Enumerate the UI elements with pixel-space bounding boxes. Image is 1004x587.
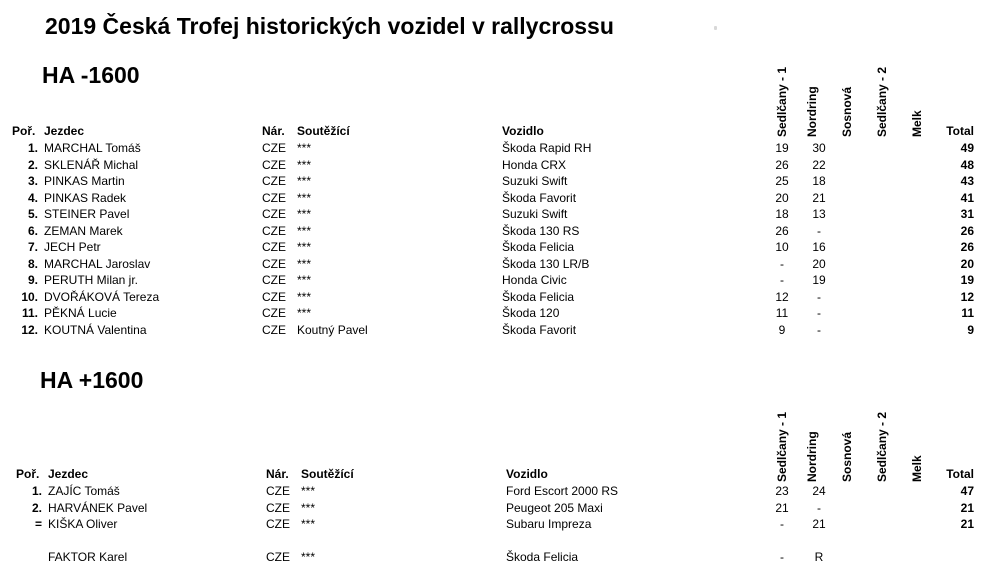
header-entrant: Soutěžící [301,467,354,481]
row-entrant: *** [297,289,312,304]
row-position: 5. [27,207,38,221]
row-position: 8. [27,256,38,271]
row-position: 4. [27,190,38,205]
row-vehicle: Škoda 130 RS [502,223,580,238]
row-race-2-points: 18 [812,174,826,188]
row-race-1-points: 21 [775,500,789,515]
row-race-2-points: 22 [812,157,826,172]
row-position: 7. [27,240,38,254]
row-position: 11. [21,306,38,320]
row-nationality: CZE [266,550,290,564]
category-title: HA +1600 [40,367,144,393]
row-driver: ZEMAN Marek [44,223,123,238]
row-nationality: CZE [262,289,286,304]
row-vehicle: Ford Escort 2000 RS [506,484,619,498]
row-entrant: *** [297,157,312,172]
header-race-3: Sosnová [840,86,854,137]
row-total: 21 [960,517,974,531]
row-entrant: *** [297,174,312,188]
header-vehicle: Vozidlo [506,467,548,481]
row-position: 9. [27,273,38,287]
row-race-2-points: 20 [812,256,826,271]
row-total: 9 [967,322,974,337]
row-entrant: *** [297,240,312,254]
row-position: 2. [31,500,42,515]
row-race-1-points: 12 [775,289,789,304]
header-nationality: Nár. [262,124,285,138]
header-race-2: Nordring [805,86,819,137]
row-total [936,550,974,564]
row-position [14,550,42,564]
row-total: 41 [960,190,974,205]
row-race-2-points: - [817,306,821,320]
row-position: 6. [27,223,38,238]
row-vehicle: Subaru Impreza [506,517,592,531]
row-entrant: *** [297,306,312,320]
row-race-2-points: R [814,550,824,564]
row-vehicle: Honda CRX [502,157,567,172]
header-total: Total [946,467,974,481]
row-race-2-points: 13 [812,207,826,221]
row-race-1-points: 9 [778,322,786,337]
row-nationality: CZE [262,157,286,172]
header-position: Poř. [12,124,36,138]
row-driver: KOUTNÁ Valentina [44,322,147,337]
row-vehicle: Suzuki Swift [502,207,568,221]
row-entrant: *** [301,517,316,531]
row-vehicle: Suzuki Swift [502,174,568,188]
row-race-1-points: 18 [775,207,789,221]
row-entrant: *** [297,190,312,205]
row-nationality: CZE [266,517,290,531]
row-total: 31 [960,207,974,221]
row-nationality: CZE [262,174,286,188]
row-entrant: *** [297,273,312,287]
row-nationality: CZE [262,141,286,155]
row-position: 10. [21,289,38,304]
row-driver: JECH Petr [44,240,101,254]
row-nationality: CZE [262,240,286,254]
row-position: 1. [27,141,38,155]
row-race-2-points: 21 [812,517,826,531]
decorative-mark [714,26,717,30]
header-race-5: Melk [910,110,924,137]
row-position: 3. [27,174,38,188]
row-driver: SKLENÁŘ Michal [44,157,139,172]
row-nationality: CZE [262,322,286,337]
row-vehicle: Honda Civic [502,273,567,287]
row-total: 12 [960,289,974,304]
row-race-1-points: - [780,550,784,564]
row-race-2-points: - [817,223,821,238]
row-race-1-points: 26 [775,223,789,238]
row-entrant: *** [297,207,312,221]
row-race-2-points: - [817,500,821,515]
row-driver: MARCHAL Tomáš [44,141,141,155]
row-race-1-points: 23 [775,484,789,498]
row-entrant: *** [301,500,316,515]
row-driver: PINKAS Martin [44,174,125,188]
row-driver: KIŠKA Oliver [48,517,118,531]
row-nationality: CZE [262,207,286,221]
row-position: 2. [27,157,38,172]
header-driver: Jezdec [44,124,85,138]
row-vehicle: Škoda Felicia [502,289,575,304]
row-entrant: *** [301,484,316,498]
category-title: HA -1600 [42,62,140,88]
row-race-1-points: 10 [775,240,789,254]
row-total: 11 [961,306,974,320]
header-entrant: Soutěžící [297,124,350,138]
row-driver: DVOŘÁKOVÁ Tereza [44,289,160,304]
row-entrant: Koutný Pavel [297,322,368,337]
row-race-2-points: 19 [812,273,826,287]
row-total: 48 [960,157,974,172]
header-race-4: Sedlčany - 2 [875,411,889,482]
row-position: 1. [31,484,42,498]
row-race-1-points: 11 [775,306,789,320]
header-race-1: Sedlčany - 1 [775,66,789,137]
row-total: 47 [960,484,974,498]
row-entrant: *** [301,550,316,564]
header-position: Poř. [16,467,40,481]
row-nationality: CZE [262,256,286,271]
row-vehicle: Škoda Rapid RH [502,141,592,155]
row-driver: PĚKNÁ Lucie [44,306,117,320]
row-total: 43 [960,174,974,188]
row-nationality: CZE [266,484,290,498]
row-race-2-points: - [817,322,821,337]
row-entrant: *** [297,141,312,155]
row-total: 21 [960,500,974,515]
row-driver: HARVÁNEK Pavel [48,500,148,515]
row-driver: ZAJÍC Tomáš [48,484,120,498]
row-total: 26 [960,223,974,238]
row-race-2-points: 30 [812,141,826,155]
row-entrant: *** [297,256,312,271]
header-race-3: Sosnová [840,431,854,482]
header-total: Total [946,124,974,138]
header-nationality: Nár. [266,467,289,481]
row-race-2-points: 24 [812,484,826,498]
row-nationality: CZE [266,500,290,515]
row-driver: STEINER Pavel [44,207,130,221]
row-total: 26 [960,240,974,254]
header-vehicle: Vozidlo [502,124,544,138]
row-race-1-points: 19 [775,141,789,155]
row-driver: FAKTOR Karel [48,550,128,564]
row-driver: PERUTH Milan jr. [44,273,139,287]
header-race-1: Sedlčany - 1 [775,411,789,482]
row-position: 12. [21,322,38,337]
row-total: 20 [960,256,974,271]
header-driver: Jezdec [48,467,89,481]
row-vehicle: Škoda Felicia [502,240,575,254]
row-nationality: CZE [262,190,286,205]
row-race-1-points: 20 [775,190,789,205]
row-nationality: CZE [262,223,286,238]
row-position: = [34,517,42,531]
row-total: 19 [960,273,974,287]
row-vehicle: Škoda 130 LR/B [502,256,590,271]
row-race-2-points: 21 [812,190,826,205]
row-race-2-points: - [817,289,821,304]
row-race-1-points: - [780,256,784,271]
row-nationality: CZE [262,306,286,320]
row-vehicle: Škoda 120 [502,306,560,320]
row-vehicle: Škoda Felicia [506,550,579,564]
header-race-4: Sedlčany - 2 [875,66,889,137]
row-race-2-points: 16 [812,240,826,254]
row-race-1-points: 26 [775,157,789,172]
row-race-1-points: 25 [775,174,789,188]
row-total: 49 [960,141,974,155]
row-vehicle: Peugeot 205 Maxi [506,500,603,515]
header-race-5: Melk [910,455,924,482]
page-title: 2019 Česká Trofej historických vozidel v rallycrossu [45,13,614,39]
row-race-1-points: - [780,273,784,287]
header-race-2: Nordring [805,431,819,482]
row-race-1-points: - [780,517,784,531]
row-driver: MARCHAL Jaroslav [44,256,151,271]
row-vehicle: Škoda Favorit [502,190,577,205]
row-driver: PINKAS Radek [44,190,127,205]
row-nationality: CZE [262,273,286,287]
row-entrant: *** [297,223,312,238]
row-vehicle: Škoda Favorit [502,322,577,337]
